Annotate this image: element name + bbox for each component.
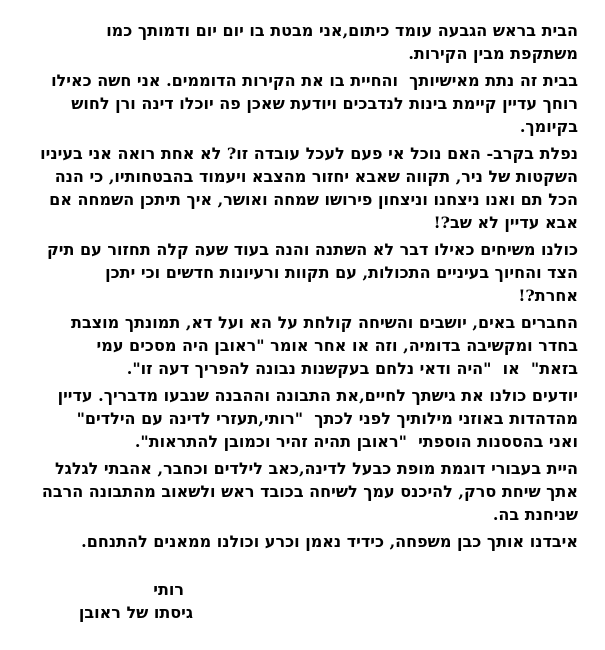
paragraph [18, 69, 578, 138]
letter-line: בחדר ומקשיבה בדומיה, וזה או אחר אומר "ראובן היה מסכים עמי [96, 336, 578, 355]
letter-line: איבדנו אותך כבן משפחה, כידיד נאמן וכרע וכולנו ממאנים להתנחם. [81, 532, 578, 551]
letter-line: כולנו משיחים כאילו דבר לא השתנה והנה בעוד שעה קלה תחזור עם תיק [46, 240, 578, 259]
paragraph [18, 384, 578, 453]
letter-line: החברים באים, יושבים והשיחה קולחת על הא ועל דא, תמונתך מוצבת [71, 313, 578, 332]
letter-line: ואני בהססנות הוספתי "ראובן תהיה זהיר וכמובן להתראות". [134, 432, 578, 451]
paragraph [18, 311, 578, 380]
letter-line: מהדהדות באוזני מילותיך לפני לכתך "רותי,תעזרי לדינה עם הילדים" [76, 409, 578, 428]
letter-line: יודעים כולנו את גישתך לחיים,את התבונה וההבנה שנבעו מדבריך. עדיין [57, 386, 578, 405]
letter-line: היית בעבורי דוגמת מופת כבעל לדינה,כאב לילדים וכחבר, אהבתי לגלגל [54, 459, 578, 478]
paragraph [18, 238, 578, 307]
signature-block [18, 578, 578, 624]
signature-relation: גיסתו של ראובן [78, 603, 193, 622]
paragraph [18, 19, 578, 65]
letter-line: הבית בראש הגבעה עומד כיתום,אני מבטת בו יום יום ודמותך כמו [106, 21, 578, 40]
letter-line: בבית זה נתת מאישיותך והחיית בו את הקירות הדוממים. אני חשה כאילו [51, 71, 578, 90]
letter-line: משתקפת מבין הקירות. [408, 44, 578, 63]
letter-line: אתך שיחת סרק, להיכנס עמך לשיחה בכובד ראש ולשאוב מהתבונה הרבה [41, 482, 578, 501]
signature-name: רותי [153, 580, 184, 599]
letter-line: השקטות של ניר, תקווה שאבא יחזור מהצבא ויעמוד בהבטחותיו, כי הנה [54, 167, 578, 186]
paragraph [18, 530, 578, 553]
letter-line: אבא עדיין לא שב?! [433, 213, 578, 232]
letter-line: רוחך עדיין קיימת בינות לנדבכים ויודעת שאכן פה יוכלו דינה ורן לחוש [71, 94, 578, 113]
letter-line: בקיומך. [519, 117, 578, 136]
paragraph [18, 457, 578, 526]
letter-line: בזאת" או "היה ודאי נלחם בעקשנות נבונה להפריך דעה זו". [126, 359, 578, 378]
letter-line: הצד והחיוך בעיניים התכולות, עם תקוות ורעיונות חדשים וכי יתכן [105, 263, 578, 282]
letter-line: נפלת בקרב- האם נוכל אי פעם לעכל עובדה זו? לא אחת רואה אני בעיניו [40, 144, 578, 163]
paragraph [18, 142, 578, 234]
letter-line: שניחנת בה. [492, 505, 578, 524]
letter-line: אחרת?! [518, 286, 578, 305]
letter-line: הכל תם ואנו ניצחנו וניצחון פירושו שמחה ואושר, איך תיתכן השמחה אם [49, 190, 578, 209]
